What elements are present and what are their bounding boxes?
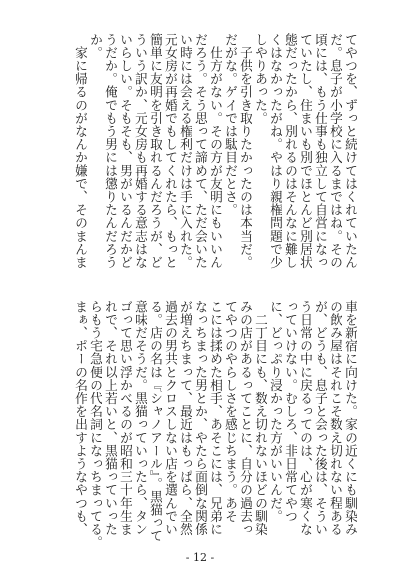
text-column: らもう宅急便の代名詞になっちまってる。 (87, 300, 102, 549)
text-column: くはなかったがね。やはり親権問題で少 (267, 33, 282, 269)
text-column: 子供を引き取りたかったのは本当だ。 (237, 33, 252, 269)
text-column: 簡単に友明を引き取れるんだろうが、ど (147, 33, 162, 269)
lower-text-block (72, 300, 357, 550)
text-column: ういう訳か、元女房も再婚する意志はな (132, 33, 147, 269)
text-column: まぁ、ポーの名作を出すようなやつも、 (72, 300, 87, 536)
text-column: 意味だそうだ。黒猫っていったら、タン (132, 300, 147, 536)
text-column: っていけない。むしろ、非日常てやつ (282, 300, 297, 523)
text-column: が、どうも、息子と会った後は、そうい (312, 300, 327, 536)
text-column: れで、それ以上若いと、黒猫っていった (102, 300, 117, 536)
text-column: 過去の男共とクロスしない店を選んでい (162, 300, 177, 536)
text-column: 仕方がない。その方が友明にもいいん (207, 33, 222, 269)
text-column: しやりあった。 (252, 33, 267, 125)
text-column: が増えちまって、最近はもっぱら、全然 (177, 300, 192, 536)
text-column: なっちまった男とか、やたら面倒な関係 (192, 300, 207, 536)
text-column: みの店があるってことに、自分の過去っ (237, 300, 252, 536)
text-column: だろう。そう思って諦めて、ただ会いた (192, 33, 207, 269)
text-column: うだか。俺でもう男には懲りたんだろう (102, 33, 117, 269)
text-column: う日常の中に戻るってのは、心が寒くな (297, 300, 312, 536)
text-column: だ。息子が小学校に入るまではね。その (327, 33, 342, 269)
text-column: 車を新宿に向けた。家の近くにも馴染み (342, 300, 357, 536)
text-column: 頃には、もう仕事も独立して自営になっ (312, 33, 327, 269)
text-column: か。 (87, 33, 102, 60)
text-column: いらしい。そもそも、男がいるんだかど (117, 33, 132, 269)
text-column: 家に帰るのがなんか嫌で、そのまんま (72, 33, 87, 269)
text-column: の飲み屋はそれこそ数え切れない程ある (327, 300, 342, 536)
text-column: だがな。ゲイでは駄目だとさ。 (222, 33, 237, 217)
text-column: い時には会える権利だけは手に入れた。 (177, 33, 192, 269)
text-column: てやつのやらしさを感じちまう。あそ (222, 300, 237, 523)
upper-text-block (72, 33, 357, 283)
page-number: - 12 - (185, 551, 215, 564)
text-column: ていたし、住まいも別でほとんど別居状 (297, 33, 312, 269)
text-column: 二丁目にも、数え切れないほどの馴染 (252, 300, 267, 536)
text-column: こには揉めた相手、あそこには、兄弟に (207, 300, 222, 536)
text-column: 態だったから、別れるのはそんなに難し (282, 33, 297, 269)
text-column: 元女房が再婚でもしてくれたら、もっと (162, 33, 177, 269)
text-column: ゴって思い浮かべるのが昭和三十年生ま (117, 300, 132, 536)
text-column: てやつを、ずっと続けてはくれていたん (342, 33, 357, 269)
text-column: る。店の名は『シャノアール』。黒猫って (147, 300, 162, 543)
text-column: に、どっぷり浸かった方がいいんだ。 (267, 300, 282, 523)
